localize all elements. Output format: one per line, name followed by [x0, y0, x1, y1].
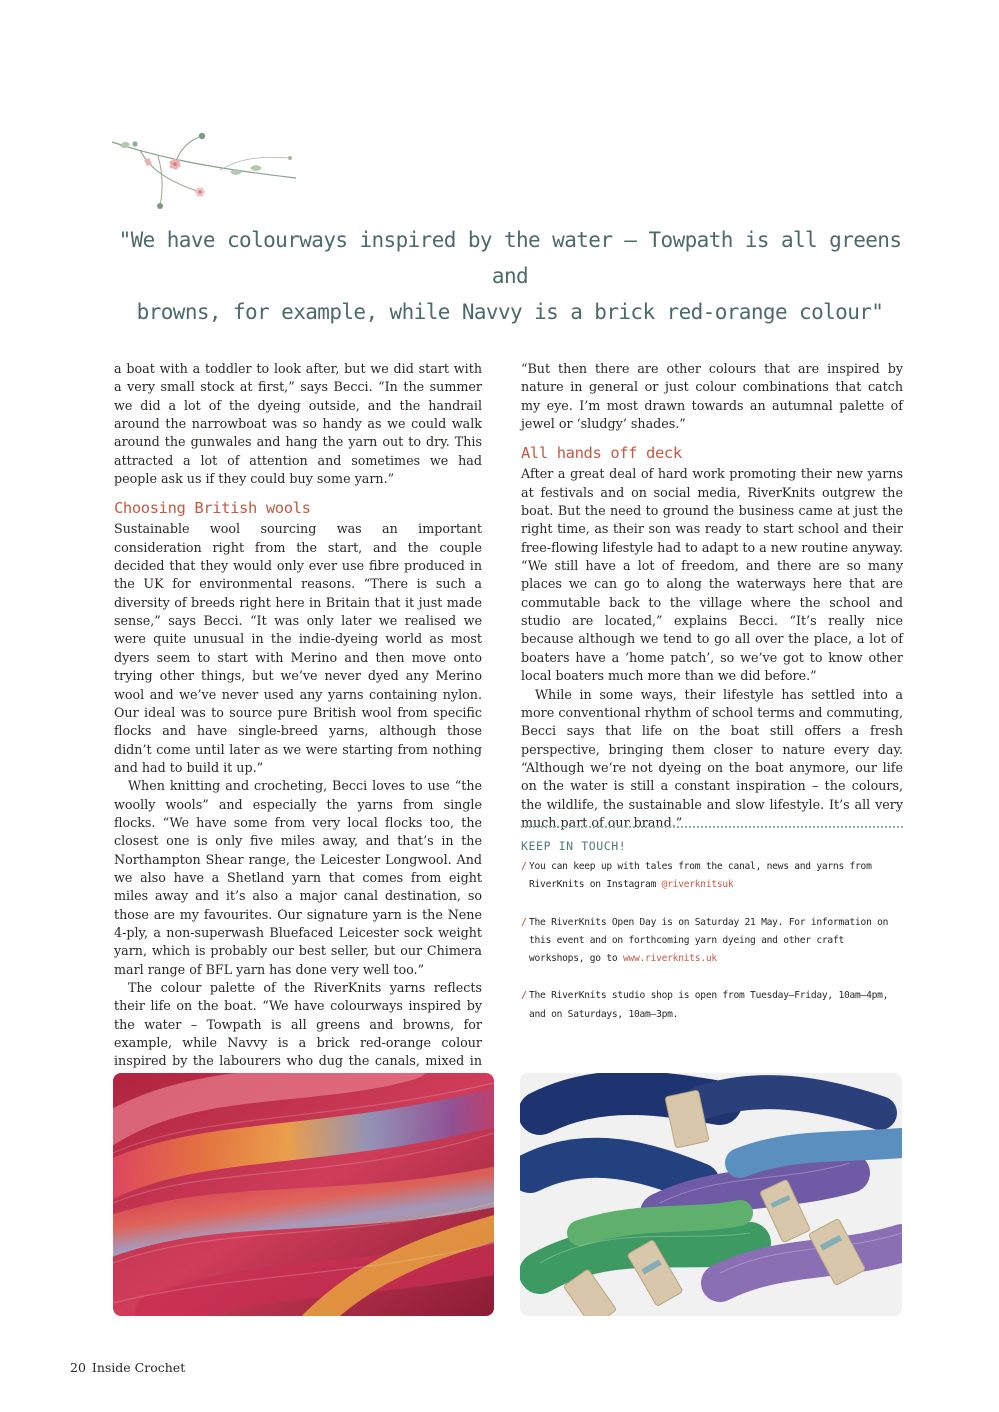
floral-sprig-illustration	[100, 120, 300, 215]
section-heading-british-wools: Choosing British wools	[114, 499, 311, 518]
paragraph: While in some ways, their lifestyle has settled into a more conventional rhythm of school terms and commuting, Becci says that life on the boat still offers a fresh perspective, bringing them closer to nature every day. “Although we’re not dyeing on the boat anymore, our life on the water is still a constant inspiration – the colours, the wildlife, the sustainable and slow lifestyle. It’s all very much part of our brand.”	[521, 686, 903, 830]
publication-name: Inside Crochet	[91, 1360, 186, 1375]
instagram-link[interactable]: @riverknitsuk	[661, 879, 734, 891]
photo-pink-yarn-skeins	[113, 1073, 494, 1316]
page-footer	[70, 1360, 185, 1375]
pull-quote-line-1: "We have colourways inspired by the water – Towpath is all greens and	[118, 228, 902, 288]
item-text: You can keep up with tales from the canal, news and yarns from RiverKnits on Instagram	[529, 861, 872, 891]
slash-bullet-icon: /	[521, 990, 527, 1002]
keep-in-touch-item	[521, 858, 903, 895]
paragraph: When knitting and crocheting, Becci loves to use “the woolly wools” and especially the yarns from single flocks. “We have some from very local flocks too, the closest one is only five miles away, and that’s in the Northampton Shear range, the Leicester Longwool. And we also have a Shetland yarn that comes from eight miles away and it’s also a major canal destination, so those are my favourites. Our signature yarn is the Nene 4-ply, a non-superwash Bluefaced Leicester sock weight yarn, which is probably our best seller, but our Chimera marl range of BFL yarn has done very well too.”	[114, 778, 482, 977]
slash-bullet-icon: /	[521, 916, 527, 928]
keep-in-touch-box	[521, 826, 903, 1043]
pull-quote-line-2: browns, for example, while Navvy is a brick red-orange colour"	[136, 300, 884, 324]
page-number: 20	[70, 1360, 86, 1375]
paragraph: The colour palette of the RiverKnits yarns reflects their life on the boat. “We have colourways inspired by the water – Towpath is all greens and browns, for example, while Navvy is a brick red-orange colour inspired by the labourers who dug the canals, mixed in	[114, 980, 482, 1069]
paragraph: Sustainable wool sourcing was an important consideration right from the start, and the couple decided that they would only ever use fibre produced in the UK for environmental reasons. “There is such a diversity of breeds right here in Britain that it just made sense,” says Becci. “It was only later we realised we were quite unusual in the indie-dyeing world as most dyers seem to start with Merino and then move onto trying other things, but we’ve never dyed any Merino wool and we’ve never used any yarns containing nylon. Our ideal was to source pure British wool from specific flocks and have single-breed yarns, although those didn’t come until later as we were starting from nothing and had to build it up.”	[114, 521, 482, 775]
section-heading-all-hands-off-deck: All hands off deck	[521, 444, 682, 463]
article-column-right	[521, 360, 903, 832]
paragraph: “But then there are other colours that are inspired by nature in general or just colour combinations that catch my eye. I’m most drawn towards an autumnal palette of jewel or ‘sludgy’ shades.”	[521, 361, 903, 432]
dotted-divider	[521, 826, 903, 828]
item-text: The RiverKnits studio shop is open from Tuesday–Friday, 10am–4pm, and on Saturdays, 10am–3pm.	[529, 990, 889, 1020]
paragraph: After a great deal of hard work promoting their new yarns at festivals and on social media, RiverKnits outgrew the boat. But the need to ground the business came at just the right time, as their son was ready to start school and their free-flowing lifestyle had to adapt to a new routine anyway. “We still have a lot of freedom, and there are so many places we can go to along the waterways here that are commutable back to the village where the school and studio are located,” explains Becci. “It’s really nice because although we tend to go all over the place, a lot of boaters have a ‘home patch’, so we’ve got to know other local boaters much more than we did before.”	[521, 466, 903, 684]
keep-in-touch-item	[521, 914, 903, 969]
keep-in-touch-title: KEEP IN TOUCH!	[521, 839, 627, 853]
slash-bullet-icon: /	[521, 861, 527, 872]
website-link[interactable]: www.riverknits.uk	[622, 953, 717, 965]
article-column-left	[114, 360, 482, 1107]
pull-quote	[110, 222, 910, 330]
paragraph: a boat with a toddler to look after, but we did start with a very small stock at first,” says Becci. “In the summer we did a lot of the dyeing outside, and the handrail around the narrowboat was so handy as we could walk around the gunwales and hang the yarn out to dry. This attracted a lot of attention and sometimes we had people ask us if they could buy some yarn.”	[114, 361, 482, 487]
keep-in-touch-item	[521, 987, 903, 1024]
photo-blue-green-yarn-skeins	[520, 1073, 902, 1316]
item-text: The RiverKnits Open Day is on Saturday 21 May. For information on this event and on forthcoming yarn dyeing and other craft workshops, go to	[529, 916, 889, 965]
